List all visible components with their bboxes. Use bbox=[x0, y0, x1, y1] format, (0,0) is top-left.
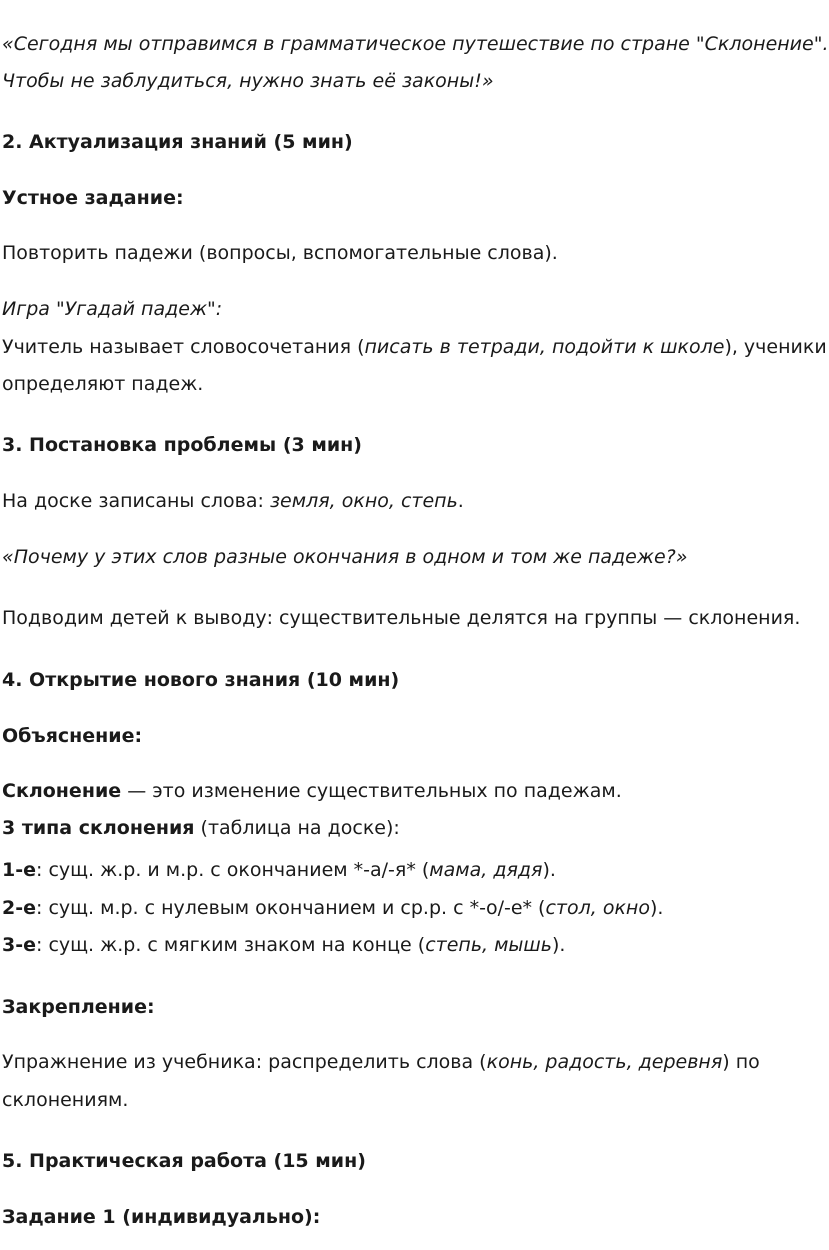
section-3-heading: 3. Постановка проблемы (3 мин) bbox=[2, 434, 362, 456]
task-1-label: Задание 1 (индивидуально): bbox=[2, 1206, 321, 1228]
board-end: . bbox=[457, 490, 464, 512]
term: Склонение bbox=[2, 780, 122, 802]
declension-3-examples: степь, мышь bbox=[425, 934, 553, 956]
exercise-line-1 bbox=[2, 1050, 760, 1074]
reinforcement-label: Закрепление: bbox=[2, 996, 155, 1018]
types-note: (таблица на доске): bbox=[194, 817, 400, 839]
declension-3-line bbox=[2, 933, 565, 957]
declension-2-label: 2-е bbox=[2, 897, 36, 919]
section-2-heading: 2. Актуализация знаний (5 мин) bbox=[2, 131, 353, 153]
declension-1-text: : сущ. ж.р. и м.р. с окончанием *-а/-я* ( bbox=[36, 859, 430, 881]
intro-line-2: Чтобы не заблудиться, нужно знать её законы!» bbox=[2, 70, 494, 92]
exercise-after: ) по bbox=[722, 1051, 760, 1073]
declension-3-end: ). bbox=[552, 934, 566, 956]
declension-2-examples: стол, окно bbox=[545, 897, 650, 919]
problem-question: «Почему у этих слов разные окончания в одном и том же падеже?» bbox=[2, 546, 688, 568]
game-label: Игра "Угадай падеж": bbox=[2, 298, 223, 320]
board-text: На доске записаны слова: bbox=[2, 490, 270, 512]
oral-task-text: Повторить падежи (вопросы, вспомогательные слова). bbox=[2, 242, 558, 264]
problem-conclusion: Подводим детей к выводу: существительные делятся на группы — склонения. bbox=[2, 607, 801, 629]
oral-task-label: Устное задание: bbox=[2, 187, 184, 209]
game-text-after: ), ученики bbox=[724, 336, 827, 358]
game-text-line-1 bbox=[2, 335, 827, 359]
exercise-words: конь, радость, деревня bbox=[486, 1051, 723, 1073]
types-label: 3 типа склонения bbox=[2, 817, 195, 839]
declension-1-label: 1-е bbox=[2, 859, 36, 881]
exercise-before: Упражнение из учебника: распределить слова ( bbox=[2, 1051, 487, 1073]
declension-2-end: ). bbox=[649, 897, 664, 919]
game-examples: писать в тетради, подойти к школе bbox=[364, 336, 725, 358]
declension-1-end: ). bbox=[542, 859, 556, 881]
board-words: земля, окно, степь bbox=[269, 490, 458, 512]
explanation-label: Объяснение: bbox=[2, 725, 143, 747]
section-5-heading: 5. Практическая работа (15 мин) bbox=[2, 1150, 366, 1172]
declension-3-label: 3-е bbox=[2, 934, 36, 956]
exercise-line-2: склонениям. bbox=[2, 1089, 129, 1111]
game-text-before: Учитель называет словосочетания ( bbox=[2, 336, 365, 358]
declension-2-line bbox=[2, 896, 663, 920]
declension-1-examples: мама, дядя bbox=[429, 859, 543, 881]
section-4-heading: 4. Открытие нового знания (10 мин) bbox=[2, 669, 400, 691]
types-line bbox=[2, 816, 400, 840]
game-text-line-2: определяют падеж. bbox=[2, 373, 204, 395]
intro-line-1: «Сегодня мы отправимся в грамматическое путешествие по стране "Склонение". bbox=[2, 33, 829, 55]
declension-2-text: : сущ. м.р. с нулевым окончанием и ср.р. с *-о/-е* ( bbox=[36, 897, 546, 919]
board-words-line bbox=[2, 489, 464, 513]
declension-1-line bbox=[2, 858, 556, 882]
definition: — это изменение существительных по падежам. bbox=[121, 780, 622, 802]
definition-line bbox=[2, 779, 622, 803]
declension-3-text: : сущ. ж.р. с мягким знаком на конце ( bbox=[36, 934, 426, 956]
